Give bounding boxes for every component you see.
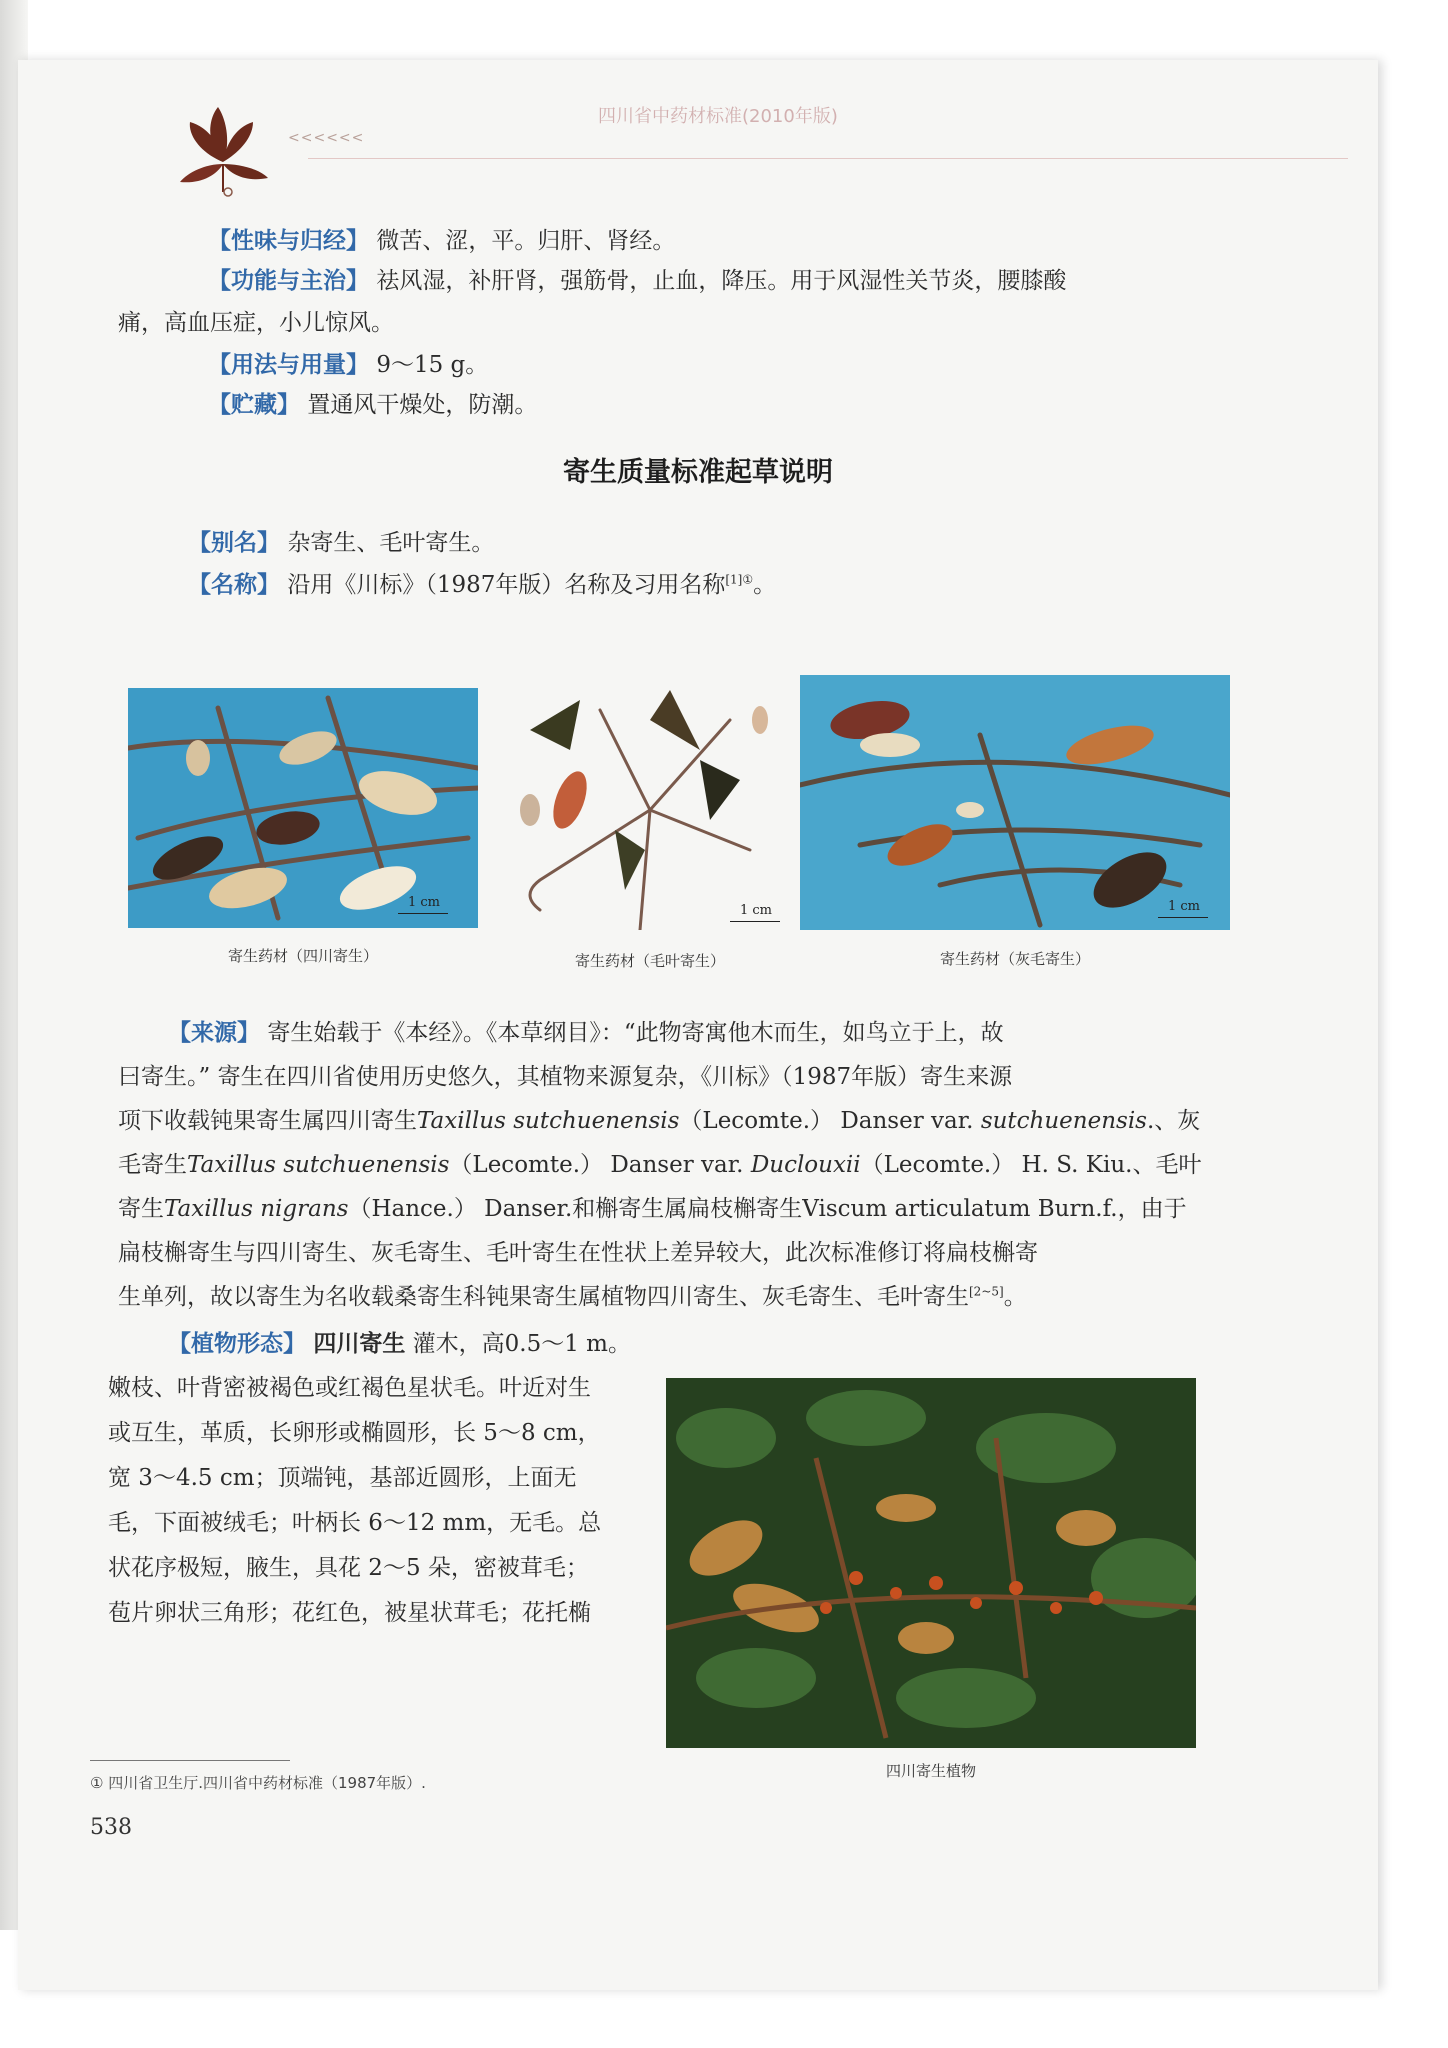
entry-gongneng: 【功能与主治】 祛风湿，补肝肾，强筋骨，止血，降压。用于风湿性关节炎，腰膝酸 <box>208 268 1067 294</box>
caption-photo-2: 寄生药材（毛叶寄生） <box>574 952 725 970</box>
caption-photo-1: 寄生药材（四川寄生） <box>227 947 378 965</box>
scale-label: 1 cm <box>407 895 440 910</box>
header-arrows: <<<<<< <box>288 130 365 146</box>
morph-line-1: 【植物形态】 四川寄生 灌木，高0.5～1 m。 <box>168 1330 631 1357</box>
morph-line-3: 或互生，革质，长卵形或椭圆形，长 5～8 cm， <box>108 1420 601 1446</box>
scale-label: 1 cm <box>739 903 772 918</box>
scale-bar <box>730 921 780 922</box>
section-title: 寄生质量标准起草说明 <box>563 457 833 488</box>
morph-line-5: 毛，下面被绒毛；叶柄长 6～12 mm，无毛。总 <box>108 1510 602 1536</box>
scale-bar <box>1158 917 1208 918</box>
entry-bieming: 【别名】 杂寄生、毛叶寄生。 <box>188 530 495 556</box>
entry-zhucang: 【贮藏】 置通风干燥处，防潮。 <box>208 392 538 418</box>
source-line-4: 毛寄生Taxillus sutchuenensis（Lecomte.） Danser var. Duclouxii（Lecomte.） H. S. Kiu.、毛叶 <box>118 1152 1202 1178</box>
photo-sichuan-specimen <box>128 688 478 928</box>
source-line-6: 扁枝槲寄生与四川寄生、灰毛寄生、毛叶寄生在性状上差异较大，此次标准修订将扁枝槲寄 <box>118 1240 1038 1266</box>
running-header: 四川省中药材标准(2010年版) <box>598 106 838 127</box>
morph-line-4: 宽 3～4.5 cm；顶端钝，基部近圆形，上面无 <box>108 1465 577 1491</box>
source-line-1: 【来源】 寄生始载于《本经》。《本草纲目》：“此物寄寓他木而生，如鸟立于上，故 <box>168 1020 1004 1046</box>
source-line-2: 曰寄生。” 寄生在四川省使用历史悠久，其植物来源复杂，《川标》（1987年版）寄生来源 <box>118 1064 1013 1090</box>
leaf-logo-icon <box>168 92 278 202</box>
caption-photo-4: 四川寄生植物 <box>885 1762 976 1780</box>
scale-bar <box>398 913 448 914</box>
entry-gongneng-cont: 痛，高血压症，小儿惊风。 <box>118 310 394 336</box>
entry-mingcheng: 【名称】 沿用《川标》（1987年版）名称及习用名称$^{[1]①}$。 <box>188 572 777 598</box>
entry-xingwei: 【性味与归经】 微苦、涩，平。归肝、肾经。 <box>208 228 676 254</box>
photo-maoye-specimen <box>500 680 800 930</box>
morph-line-6: 状花序极短，腋生，具花 2～5 朵，密被茸毛； <box>108 1555 589 1581</box>
caption-photo-3: 寄生药材（灰毛寄生） <box>939 950 1090 968</box>
footnote: ① 四川省卫生厅.四川省中药材标准（1987年版）. <box>90 1774 426 1792</box>
page-number: 538 <box>90 1815 132 1840</box>
source-line-3: 项下收载钝果寄生属四川寄生Taxillus sutchuenensis（Lecomte.） Danser var. sutchuenensis.、灰 <box>118 1108 1201 1134</box>
footnote-rule <box>90 1760 290 1761</box>
entry-yongfa: 【用法与用量】 9～15 g。 <box>208 352 489 378</box>
scale-label: 1 cm <box>1167 899 1200 914</box>
header-rule <box>308 158 1348 159</box>
morph-line-2: 嫩枝、叶背密被褐色或红褐色星状毛。叶近对生 <box>108 1375 591 1401</box>
morph-line-7: 苞片卵状三角形；花红色，被星状茸毛；花托椭 <box>108 1600 591 1626</box>
photo-huimao-specimen <box>800 675 1230 930</box>
book-page <box>18 60 1378 1990</box>
source-line-5: 寄生Taxillus nigrans（Hance.） Danser.和槲寄生属扁枝槲寄生Viscum articulatum Burn.f.，由于 <box>118 1196 1187 1222</box>
photo-live-plant <box>666 1378 1196 1748</box>
source-line-7: 生单列，故以寄生为名收载桑寄生科钝果寄生属植物四川寄生、灰毛寄生、毛叶寄生[2~5]。 <box>118 1284 1027 1310</box>
